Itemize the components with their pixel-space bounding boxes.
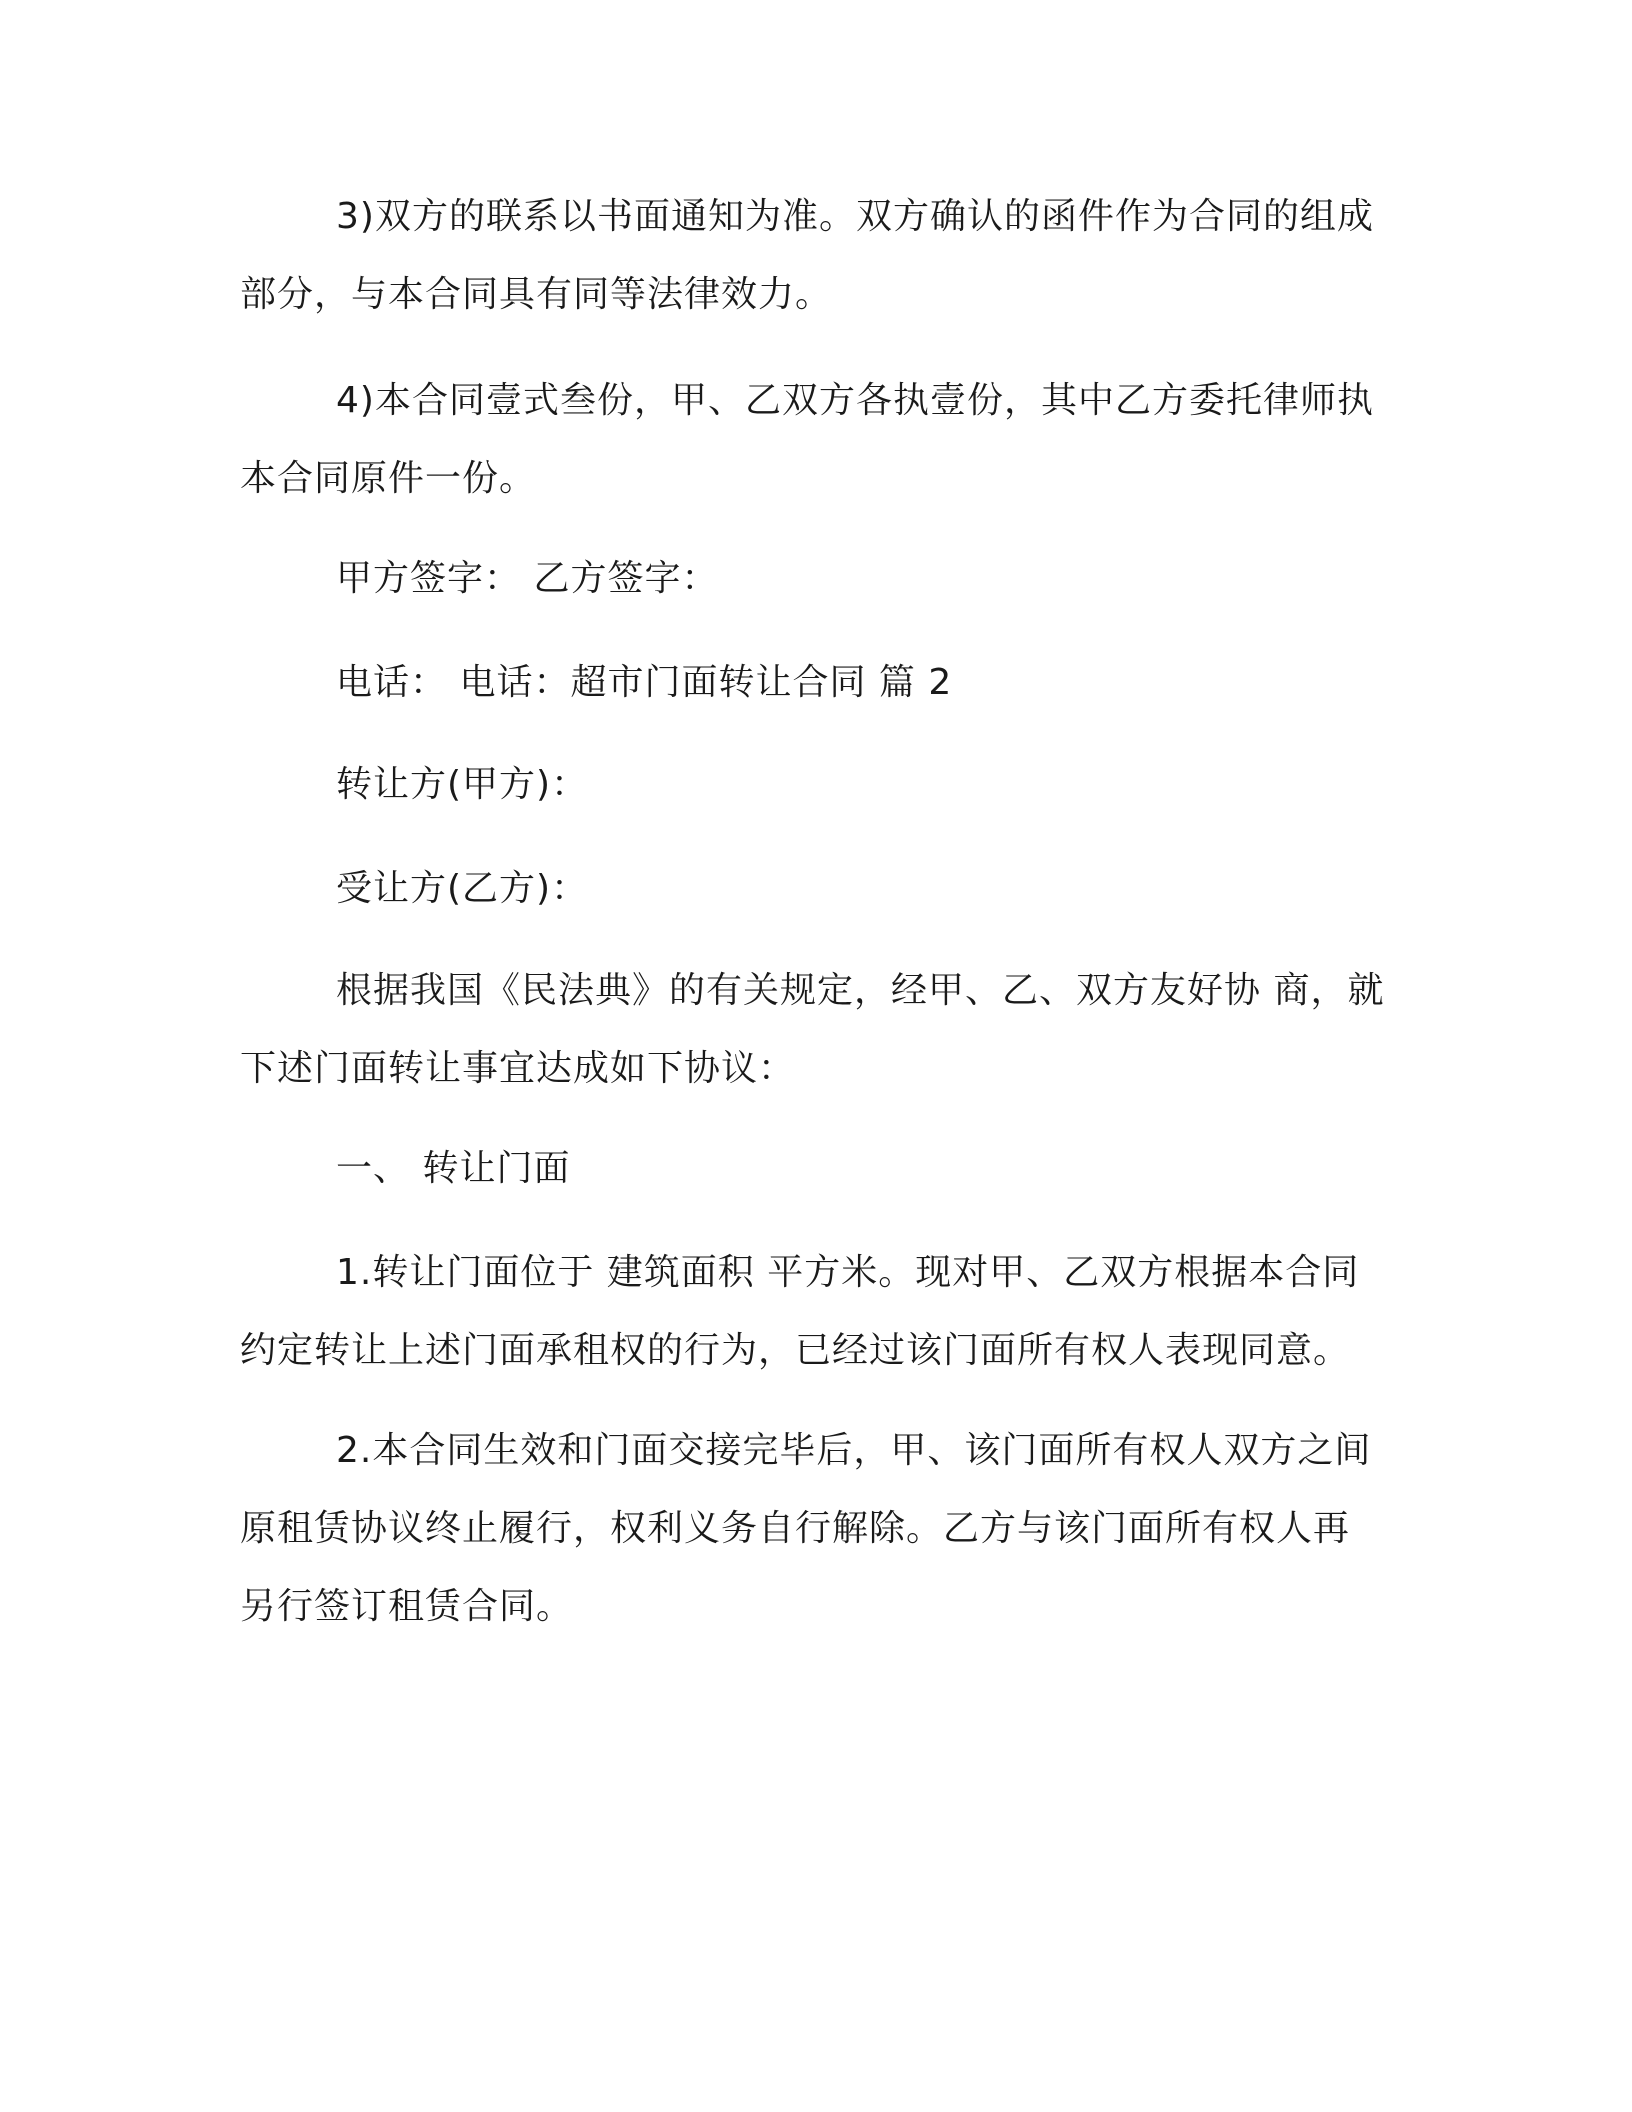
item-1-line-1: 1.转让门面位于 建筑面积 平方米。现对甲、乙双方根据本合同 (336, 1252, 1360, 1293)
item-2-line-3: 另行签订租赁合同。 (240, 1586, 574, 1627)
paragraph-3 (240, 178, 1400, 334)
paragraph-4 (240, 362, 1400, 518)
intro-line-1: 根据我国《民法典》的有关规定，经甲、乙、双方友好协 商，就 (336, 970, 1385, 1011)
paragraph-3-line-2: 部分，与本合同具有同等法律效力。 (240, 274, 833, 315)
item-1-paragraph (240, 1234, 1400, 1390)
section-heading: 一、 转让门面 (336, 1148, 571, 1189)
paragraph-4-line-1: 4)本合同壹式叁份，甲、乙双方各执壹份，其中乙方委托律师执 (336, 380, 1374, 421)
transferee-line: 受让方(乙方)： (336, 868, 589, 909)
item-2-line-1: 2.本合同生效和门面交接完毕后，甲、该门面所有权人双方之间 (336, 1430, 1372, 1471)
signature-line: 甲方签字： 乙方签字： (336, 558, 719, 599)
paragraph-4-line-2: 本合同原件一份。 (240, 458, 537, 499)
phone-line: 电话： 电话：超市门面转让合同 篇 2 (336, 662, 953, 703)
transferor-line: 转让方(甲方)： (336, 764, 589, 805)
intro-line-2: 下述门面转让事宜达成如下协议： (240, 1048, 796, 1089)
paragraph-3-line-1: 3)双方的联系以书面通知为准。双方确认的函件作为合同的组成 (336, 196, 1374, 237)
intro-paragraph (240, 952, 1400, 1108)
item-2-line-2: 原租赁协议终止履行，权利义务自行解除。乙方与该门面所有权人再 (240, 1508, 1351, 1549)
item-1-line-2: 约定转让上述门面承租权的行为，已经过该门面所有权人表现同意。 (240, 1330, 1351, 1371)
item-2-paragraph (240, 1412, 1400, 1646)
